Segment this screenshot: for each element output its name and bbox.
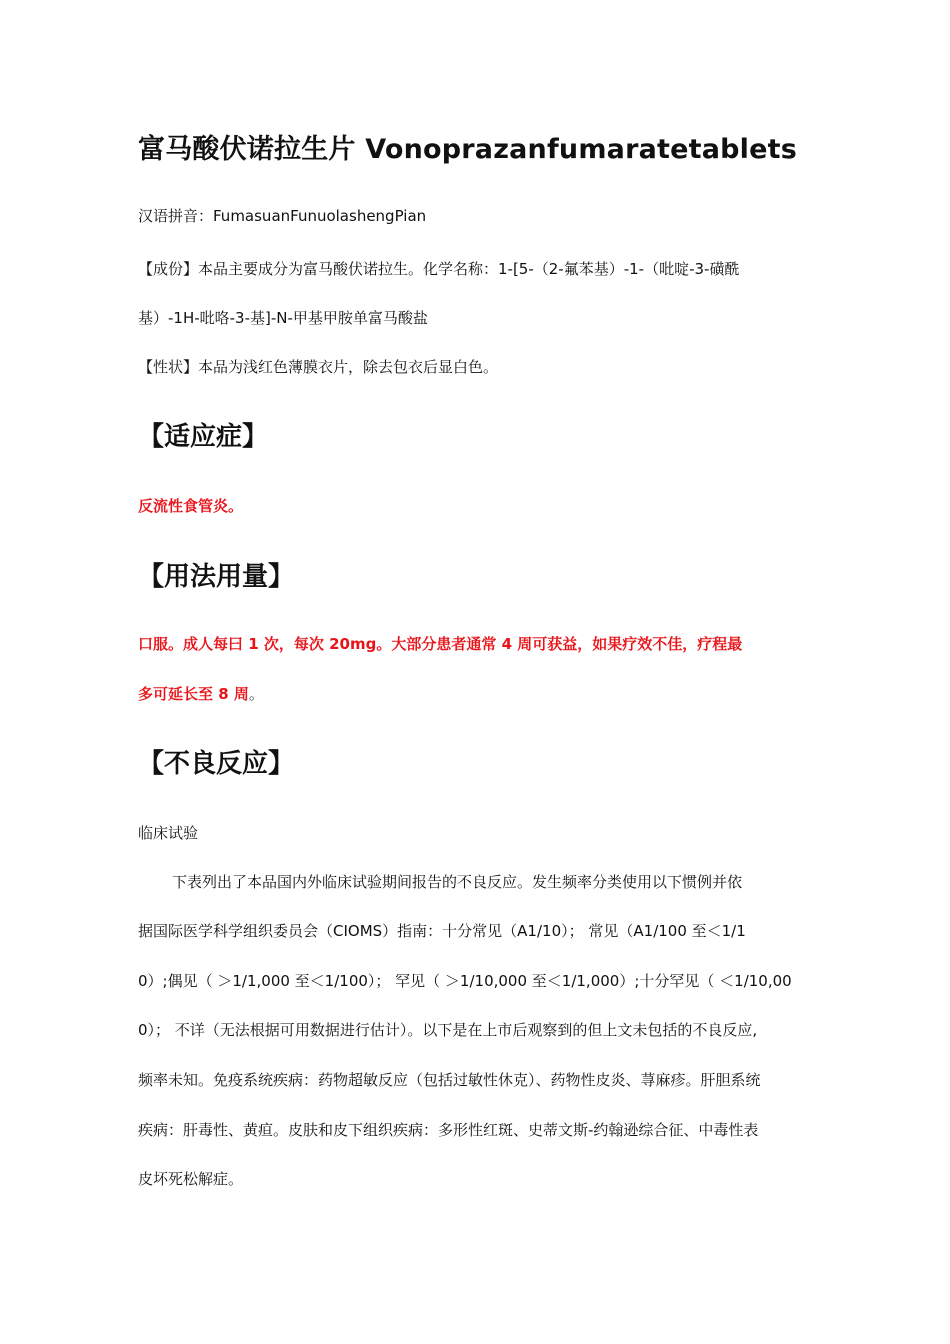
- indications-text: 反流性食管炎。: [138, 497, 244, 515]
- adverse-paragraph-line: 频率未知。免疫系统疾病：药物超敏反应（包括过敏性休克）、药物性皮炎、荨麻疹。肝胆系统: [138, 1071, 761, 1089]
- indications-heading: 【适应症】: [138, 422, 269, 452]
- adverse-paragraph-line: 0）； 不详（无法根据可用数据进行估计）。以下是在上市后观察到的但上文未包括的不良反应,: [138, 1021, 758, 1039]
- dosage-line-2-text: 多可延长至 8 周: [138, 685, 249, 703]
- ingredients-line-1: 【成份】本品主要成分为富马酸伏诺拉生。化学名称：1-[5-（2-氟苯基）-1-（吡啶-3-磺酰: [138, 260, 740, 278]
- dosage-line-1: 口服。成人每曰 1 次，每次 20mg。大部分患者通常 4 周可获益，如果疗效不佳，疗程最: [138, 635, 743, 653]
- adverse-paragraph-line: 据国际医学科学组织委员会（CIOMS）指南：十分常见（A1/10）； 常见（A1/100 至＜1/1: [138, 922, 746, 940]
- adverse-paragraph-line: 下表列出了本品国内外临床试验期间报告的不良反应。发生频率分类使用以下惯例并依: [172, 873, 743, 891]
- dosage-heading: 【用法用量】: [138, 562, 295, 592]
- pinyin-line: 汉语拼音：FumasuanFunuolashengPian: [138, 207, 427, 225]
- dosage-line-2-period: 。: [248, 685, 264, 703]
- adverse-heading: 【不良反应】: [138, 749, 295, 779]
- clinical-trials-subheading: 临床试验: [138, 824, 199, 842]
- appearance-line: 【性状】本品为浅红色薄膜衣片，除去包衣后显白色。: [138, 358, 499, 376]
- adverse-paragraph-line: 皮坏死松解症。: [138, 1170, 244, 1188]
- adverse-paragraph-line: 疾病：肝毒性、黄疸。皮肤和皮下组织疾病：多形性红斑、史蒂文斯-约翰逊综合征、中毒性表: [138, 1121, 759, 1139]
- document-title: 富马酸伏诺拉生片 Vonoprazanfumaratetablets: [138, 134, 798, 165]
- dosage-line-2: [138, 684, 264, 704]
- ingredients-line-2: 基）-1H-吡咯-3-基]-N-甲基甲胺单富马酸盐: [138, 309, 428, 327]
- adverse-paragraph-line: 0）;偶见（ ＞1/1,000 至＜1/100）； 罕见（ ＞1/10,000 至＜1/1,000）;十分罕见（ ＜1/10,00: [138, 972, 792, 990]
